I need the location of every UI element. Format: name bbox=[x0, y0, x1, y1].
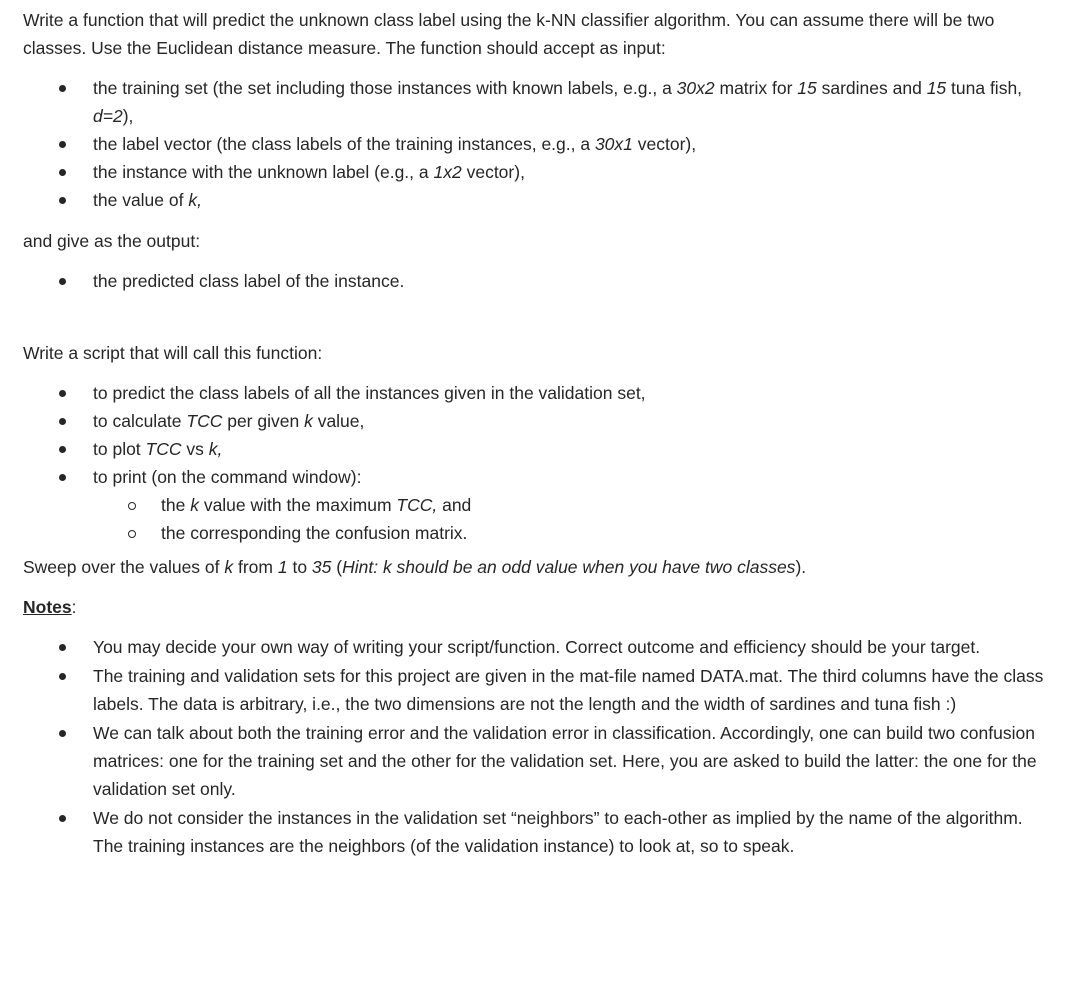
script-intro: Write a script that will call this function: bbox=[23, 343, 323, 363]
bullet-icon bbox=[59, 169, 66, 176]
note-item: We do not consider the instances in the validation set “neighbors” to each-other as implied by the name of the algorithm. The training instances are the neighbors (of the validation instance) to look at, so to speak. bbox=[23, 804, 1053, 860]
bullet-icon bbox=[59, 474, 66, 481]
note-item: You may decide your own way of writing your script/function. Correct outcome and efficiency should be your target. bbox=[23, 633, 1053, 661]
script-item-plot: to plot TCC vs k, bbox=[23, 435, 1053, 463]
bullet-icon bbox=[59, 278, 66, 285]
note-item: The training and validation sets for this project are given in the mat-file named DATA.mat. The third columns have the class labels. The data is arbitrary, i.e., the two dimensions are not the length and the width of sardines and tuna fish :) bbox=[23, 662, 1053, 718]
script-item-print: to print (on the command window): bbox=[23, 463, 1053, 491]
script-item-tcc: to calculate TCC per given k value, bbox=[23, 407, 1053, 435]
bullet-icon bbox=[59, 673, 66, 680]
bullet-icon bbox=[59, 390, 66, 397]
input-item-k-value: the value of k, bbox=[23, 186, 1053, 214]
input-item-label-vector: the label vector (the class labels of the training instances, e.g., a 30x1 vector), bbox=[23, 130, 1053, 158]
bullet-icon bbox=[59, 446, 66, 453]
input-item-unknown-instance: the instance with the unknown label (e.g., a 1x2 vector), bbox=[23, 158, 1053, 186]
notes-list bbox=[23, 633, 1053, 860]
output-list bbox=[23, 267, 1053, 295]
script-subitem-confusion: the corresponding the confusion matrix. bbox=[23, 519, 1053, 547]
hollow-bullet-icon bbox=[128, 530, 136, 538]
output-item-predicted-label: the predicted class label of the instance. bbox=[23, 267, 1053, 295]
input-list bbox=[23, 74, 1053, 214]
bullet-icon bbox=[59, 644, 66, 651]
hollow-bullet-icon bbox=[128, 502, 136, 510]
note-item: We can talk about both the training error and the validation error in classification. Accordingly, one can build two confusion matrices: one for the training set and the other for the validation set. Here, you are asked to build the latter: the one for the validation set only. bbox=[23, 719, 1053, 803]
intro-paragraph: Write a function that will predict the unknown class label using the k-NN classifier algorithm. You can assume there will be two classes. Use the Euclidean distance measure. The function should accept as input: bbox=[23, 10, 995, 58]
bullet-icon bbox=[59, 141, 66, 148]
output-intro: and give as the output: bbox=[23, 231, 201, 251]
bullet-icon bbox=[59, 815, 66, 822]
script-item-predict: to predict the class labels of all the instances given in the validation set, bbox=[23, 379, 1053, 407]
bullet-icon bbox=[59, 418, 66, 425]
script-subitem-max-k: the k value with the maximum TCC, and bbox=[23, 491, 1053, 519]
bullet-icon bbox=[59, 85, 66, 92]
input-item-training-set: the training set (the set including those instances with known labels, e.g., a 30x2 matrix for 15 sardines and 15 tuna fish, d=2), bbox=[23, 74, 1053, 130]
bullet-icon bbox=[59, 197, 66, 204]
notes-heading: Notes: bbox=[23, 597, 77, 617]
script-list bbox=[23, 379, 1053, 547]
sweep-paragraph: Sweep over the values of k from 1 to 35 (Hint: k should be an odd value when you have two classes). bbox=[23, 557, 807, 577]
bullet-icon bbox=[59, 730, 66, 737]
